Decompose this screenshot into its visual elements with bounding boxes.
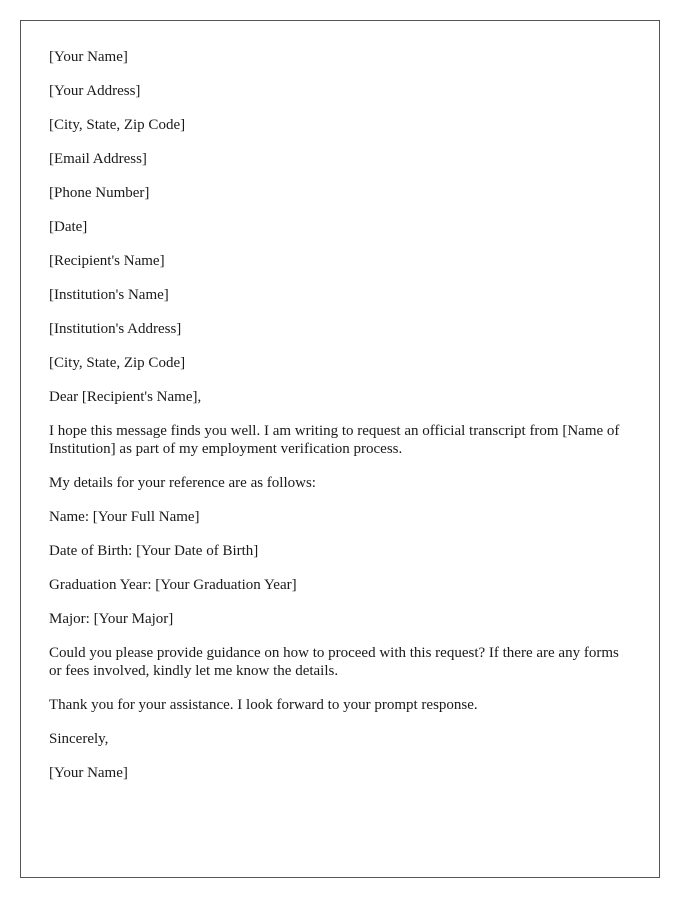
sender-name: [Your Name]: [49, 49, 128, 65]
details-intro: My details for your reference are as follows:: [49, 475, 316, 491]
request-paragraph: Could you please provide guidance on how to proceed with this request? If there are any forms or fees involved, kindly let me know the details.: [49, 645, 619, 679]
detail-graduation-year: Graduation Year: [Your Graduation Year]: [49, 577, 297, 593]
letter-page: [20, 20, 660, 878]
recipient-institution-address: [Institution's Address]: [49, 321, 182, 337]
sender-email: [Email Address]: [49, 151, 147, 167]
sender-phone: [Phone Number]: [49, 185, 150, 201]
signature: [Your Name]: [49, 765, 128, 781]
detail-name: Name: [Your Full Name]: [49, 509, 200, 525]
recipient-institution: [Institution's Name]: [49, 287, 169, 303]
closing: Sincerely,: [49, 731, 109, 747]
detail-major: Major: [Your Major]: [49, 611, 174, 627]
detail-date-of-birth: Date of Birth: [Your Date of Birth]: [49, 543, 259, 559]
thanks-paragraph: Thank you for your assistance. I look forward to your prompt response.: [49, 697, 478, 713]
recipient-name: [Recipient's Name]: [49, 253, 165, 269]
letter-date: [Date]: [49, 219, 88, 235]
letter-body: [49, 48, 629, 798]
sender-address: [Your Address]: [49, 83, 141, 99]
intro-paragraph: I hope this message finds you well. I am writing to request an official transcript from [Name of Institution] as part of my employment verification process.: [49, 423, 620, 457]
salutation: Dear [Recipient's Name],: [49, 389, 202, 405]
recipient-city-state-zip: [City, State, Zip Code]: [49, 355, 186, 371]
sender-city-state-zip: [City, State, Zip Code]: [49, 117, 186, 133]
